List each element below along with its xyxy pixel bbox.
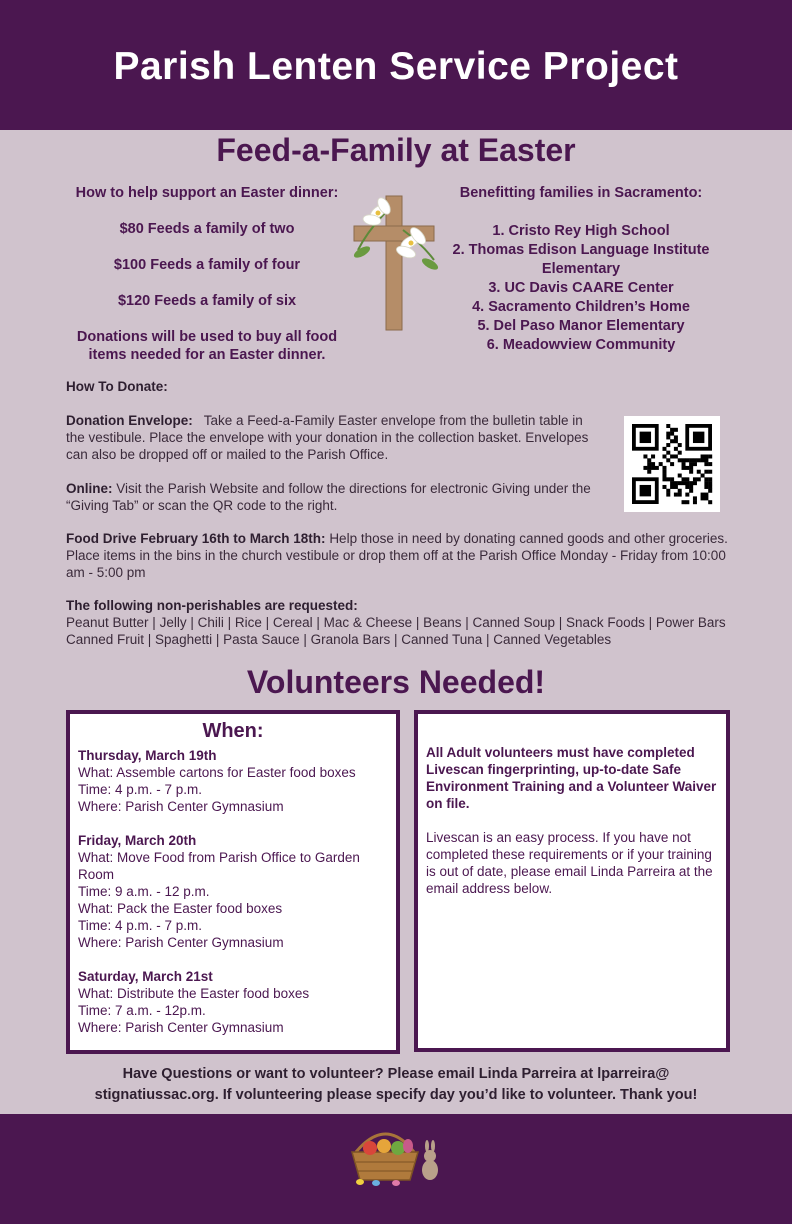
requirements-box xyxy=(414,710,730,1052)
envelope-text: Take a Feed-a-Family Easter envelope from the bulletin table in the vestibule. Place the envelope with your donation in the collection basket. Envelopes can also be dropped off or mailed to the Parish Office. xyxy=(66,413,589,462)
when-heading: When: xyxy=(202,720,264,742)
volunteers-heading: Volunteers Needed! xyxy=(246,664,546,700)
contact-line: stignatiussac.org. If volunteering please specify day you’d like to volunteer. Thank you! xyxy=(94,1087,698,1103)
schedule-line: Where: Parish Center Gymnasium xyxy=(78,1020,284,1035)
subtitle: Feed-a-Family at Easter xyxy=(216,132,576,168)
how-to-donate-heading: How To Donate: xyxy=(66,379,168,394)
online-label: Online: xyxy=(66,481,113,496)
day-label: Friday, March 20th xyxy=(78,833,197,848)
requested-items-line: Canned Fruit | Spaghetti | Pasta Sauce | Granola Bars | Canned Tuna | Canned Vegetables xyxy=(66,632,612,647)
requirements-text: Livescan is an easy process. If you have not completed these requirements or if your training is out of date, please email Linda Parreira at the email address below. xyxy=(426,830,713,896)
header-banner xyxy=(0,0,792,130)
food-drive-paragraph xyxy=(66,530,736,581)
requirements-bold: All Adult volunteers must have completed Livescan fingerprinting, up-to-date Safe Environment Training and a Volunteer Waiver on file. xyxy=(426,745,717,811)
beneficiary-item: 6. Meadowview Community xyxy=(486,337,676,353)
support-heading: How to help support an Easter dinner: xyxy=(75,185,339,201)
schedule-line: What: Move Food from Parish Office to Garden Room xyxy=(78,850,360,882)
donation-envelope-paragraph xyxy=(66,412,602,463)
requested-items xyxy=(66,597,736,648)
requested-items-line: Peanut Butter | Jelly | Chili | Rice | Cereal | Mac & Cheese | Beans | Canned Soup | Snack Foods | Power Bars xyxy=(66,615,726,630)
beneficiary-item: 4. Sacramento Children’s Home xyxy=(472,299,690,315)
requested-items-label: The following non-perishables are requested: xyxy=(66,598,358,613)
tier-item: $80 Feeds a family of two xyxy=(119,221,295,237)
support-note: Donations will be used to buy all food items needed for an Easter dinner. xyxy=(76,329,338,363)
beneficiary-item: 1. Cristo Rey High School xyxy=(492,223,670,239)
schedule-line: Time: 4 p.m. - 7 p.m. xyxy=(78,782,203,797)
schedule-line: Where: Parish Center Gymnasium xyxy=(78,799,284,814)
schedule-line: What: Distribute the Easter food boxes xyxy=(78,986,310,1001)
schedule-box xyxy=(66,710,400,1054)
tier-item: $120 Feeds a family of six xyxy=(117,293,297,309)
requirements xyxy=(426,744,718,897)
online-paragraph xyxy=(66,480,606,514)
schedule-day xyxy=(78,832,388,951)
easter-basket-icon xyxy=(346,1122,442,1186)
contact-info xyxy=(60,1064,732,1106)
schedule-line: What: Pack the Easter food boxes xyxy=(78,901,283,916)
schedule-list xyxy=(78,747,388,1036)
schedule-day xyxy=(78,968,388,1036)
schedule-line: Where: Parish Center Gymnasium xyxy=(78,935,284,950)
qr-code-icon xyxy=(624,416,720,512)
support-section xyxy=(62,184,352,382)
contact-line: Have Questions or want to volunteer? Please email Linda Parreira at lparreira@ xyxy=(122,1066,670,1082)
schedule-day xyxy=(78,747,388,815)
page-title: Parish Lenten Service Project xyxy=(113,44,679,88)
day-label: Thursday, March 19th xyxy=(78,748,217,763)
tier-item: $100 Feeds a family of four xyxy=(113,257,301,273)
envelope-label: Donation Envelope: xyxy=(66,413,193,428)
food-drive-text: Help those in need by donating canned goods and other groceries. Place items in the bins in the church vestibule or drop them off at the Parish Office Monday - Friday from 10:00 am - 5:00 pm xyxy=(66,531,728,580)
beneficiaries-heading: Benefitting families in Sacramento: xyxy=(459,185,703,201)
schedule-line: Time: 4 p.m. - 7 p.m. xyxy=(78,918,203,933)
schedule-line: Time: 7 a.m. - 12p.m. xyxy=(78,1003,206,1018)
easter-cross-lily-icon xyxy=(348,190,440,332)
qr-code[interactable] xyxy=(624,416,720,512)
schedule-line: Time: 9 a.m. - 12 p.m. xyxy=(78,884,210,899)
beneficiaries-section xyxy=(446,184,716,355)
schedule-line: What: Assemble cartons for Easter food boxes xyxy=(78,765,356,780)
day-label: Saturday, March 21st xyxy=(78,969,213,984)
beneficiary-item: 5. Del Paso Manor Elementary xyxy=(477,318,685,334)
food-drive-label: Food Drive February 16th to March 18th: xyxy=(66,531,326,546)
beneficiary-item: 2. Thomas Edison Language Institute Elementary xyxy=(452,242,710,277)
online-text: Visit the Parish Website and follow the directions for electronic Giving under the “Giving Tab” or scan the QR code to the right. xyxy=(66,481,591,513)
beneficiary-item: 3. UC Davis CAARE Center xyxy=(488,280,674,296)
